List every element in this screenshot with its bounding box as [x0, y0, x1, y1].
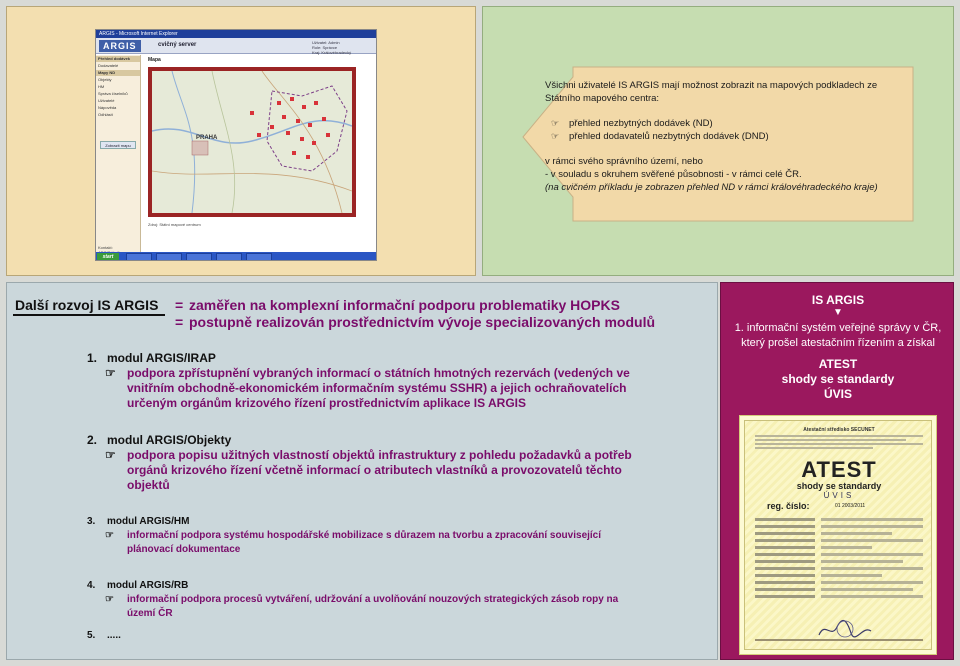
module-description	[87, 593, 647, 621]
certificate-text: 1. informační systém veřejné správy v ČR, který prošel atestačním řízením a získal	[734, 322, 942, 349]
user-line: Kraj: Královéhradecký	[312, 50, 352, 55]
module-number: 2.	[87, 433, 98, 447]
atest-line: ÚVIS	[823, 387, 852, 401]
development-points	[175, 297, 655, 331]
screenshot-panel	[6, 6, 476, 276]
app-header	[96, 38, 377, 54]
user-info	[312, 40, 372, 55]
map-canvas	[152, 71, 352, 213]
map-view[interactable]	[148, 67, 356, 217]
certificate-text-lines	[755, 435, 923, 451]
callout-scope-line: v rámci svého správního území, nebo	[545, 156, 703, 167]
callout-item	[545, 117, 905, 130]
certificate-issuer: Atestační středisko SECUNET	[803, 427, 875, 433]
module-description-text: podpora popisu užitných vlastností objektů infrastruktury z pohledu požadavků a potřeb orgánů krizového řízení včetně informací o atributech vlastníků a provozovatelů těchto objektů	[127, 448, 632, 492]
user-line: Role: Správce	[312, 45, 338, 50]
sidebar-item[interactable]: Mapy ND	[96, 70, 140, 76]
map-note: Zdroj: Státní mapové centrum	[148, 222, 201, 227]
module-heading	[87, 579, 647, 593]
callout-item-text: přehled dodavatelů nezbytných dodávek (DND)	[569, 131, 769, 142]
certificate-reg-label: reg. číslo:	[767, 501, 810, 511]
module-heading	[87, 629, 121, 643]
module-item	[87, 351, 647, 411]
module-description	[87, 366, 647, 411]
sidebar-item[interactable]: Správa číselníků	[98, 91, 128, 96]
development-point-text: postupně realizován prostřednictvím vývoje specializovaných modulů	[189, 314, 656, 330]
development-point: = zaměřen na komplexní informační podporu problematiky HOPKS	[175, 297, 620, 313]
sidebar-item[interactable]: Přehled dodávek	[96, 56, 140, 62]
taskbar-item[interactable]	[216, 253, 242, 261]
sidebar-item[interactable]: Dodavatelé	[98, 63, 119, 68]
taskbar-item[interactable]	[186, 253, 212, 261]
module-item	[87, 629, 121, 643]
window-title: ARGIS - Microsoft Internet Explorer	[96, 30, 376, 38]
module-item	[87, 515, 647, 557]
sidebar-item[interactable]: Nápověda	[98, 105, 117, 110]
module-name: modul ARGIS/HM	[107, 516, 190, 527]
signature-icon	[815, 617, 875, 641]
footer-line: Kontakt:	[98, 245, 113, 250]
module-description-text: informační podpora systému hospodářské mobilizace s důrazem na tvorbu a zpracování související plánovací dokumentace	[127, 530, 602, 555]
hand-pointer-icon: ☞	[105, 530, 114, 541]
development-panel	[6, 282, 718, 660]
module-number: 4.	[87, 580, 96, 591]
arrow-down-icon: ▼	[833, 307, 843, 318]
certificate-image	[739, 415, 937, 655]
sidebar-item[interactable]: HM	[98, 84, 105, 89]
hand-pointer-icon: ☞	[105, 594, 114, 605]
module-number: 1.	[87, 351, 98, 365]
certificate-title: ATEST	[801, 457, 877, 482]
development-point: = postupně realizován prostřednictvím vývoje specializovaných modulů	[175, 314, 656, 330]
module-item	[87, 579, 647, 621]
callout-text	[545, 79, 905, 194]
certificate-reg-number: 01 2003/2011	[835, 503, 866, 509]
callout-item	[545, 130, 905, 143]
sidebar-item[interactable]: Objekty	[98, 77, 112, 82]
sidebar-item[interactable]: Odhlásit	[98, 112, 113, 117]
module-description-text: informační podpora procesů vytváření, udržování a uvolňování nouzových strategických zásob ropy na území ČR	[127, 594, 619, 619]
hand-pointer-icon: ☞	[105, 448, 116, 462]
module-number: 3.	[87, 516, 96, 527]
hand-pointer-icon: ☞	[551, 131, 560, 141]
module-heading	[87, 515, 647, 529]
user-line: Uživatel: Admin	[312, 40, 340, 45]
module-name: modul ARGIS/IRAP	[107, 351, 216, 365]
hand-pointer-icon: ☞	[551, 118, 560, 128]
atest-label	[721, 357, 955, 402]
taskbar-item[interactable]	[246, 253, 272, 261]
development-title: Další rozvoj IS ARGIS	[15, 297, 159, 313]
module-heading	[87, 433, 647, 448]
certificate-subtitle: shody se standardy	[796, 481, 882, 491]
os-taskbar	[96, 252, 377, 261]
argis-logo: ARGIS	[99, 40, 141, 52]
certificate-table	[755, 517, 923, 601]
map-city-label: PRAHA	[196, 135, 218, 141]
callout-item-text: přehled nezbytných dodávek (ND)	[569, 118, 713, 129]
certificate-panel	[720, 282, 954, 660]
module-name: modul ARGIS/Objekty	[107, 433, 232, 447]
module-name: modul ARGIS/RB	[107, 580, 189, 591]
module-description	[87, 448, 647, 493]
module-number: 5.	[87, 630, 96, 641]
certificate-footer-line	[755, 639, 923, 641]
module-label: cvičný server	[158, 42, 197, 48]
module-description-text: podpora zpřístupnění vybraných informací o státních hmotných rezervách (vedených ve vnitřním obchodně-ekonomickém informačním systému SSHR) a jejich ochraňovatelích určeným orgánům krizového řízení prostřednictvím aplikace IS ARGIS	[127, 366, 630, 410]
callout-intro: Všichni uživatelé IS ARGIS mají možnost zobrazit na mapových podkladech ze Státního mapového centra:	[545, 80, 878, 104]
app-sidebar	[96, 55, 141, 252]
hand-pointer-icon: ☞	[105, 366, 116, 380]
callout-panel	[482, 6, 954, 276]
module-heading	[87, 351, 647, 366]
module-name: .....	[107, 630, 121, 641]
start-button[interactable]: start	[97, 253, 119, 261]
module-description	[87, 529, 647, 557]
module-item	[87, 433, 647, 493]
certificate-heading: IS ARGIS	[811, 293, 865, 307]
map-label: Mapa	[148, 57, 161, 63]
atest-line: shody se standardy	[781, 372, 895, 386]
taskbar-item[interactable]	[156, 253, 182, 261]
sidebar-item[interactable]: Uživatelé	[98, 98, 115, 103]
certificate-uvis: ÚVIS	[823, 491, 855, 500]
argis-app-window	[95, 29, 377, 261]
development-point-text: zaměřen na komplexní informační podporu problematiky HOPKS	[189, 297, 620, 313]
certificate-document	[744, 420, 932, 650]
show-map-button[interactable]: Zobrazit mapu	[100, 141, 136, 149]
callout-scope-line: - v souladu s okruhem svěřené působnosti - v rámci celé ČR.	[545, 169, 802, 180]
callout-note: (na cvičném příkladu je zobrazen přehled ND v rámci královéhradeckého kraje)	[545, 182, 878, 193]
taskbar-item[interactable]	[126, 253, 152, 261]
title-underline	[13, 314, 165, 316]
atest-line: ATEST	[818, 357, 858, 371]
